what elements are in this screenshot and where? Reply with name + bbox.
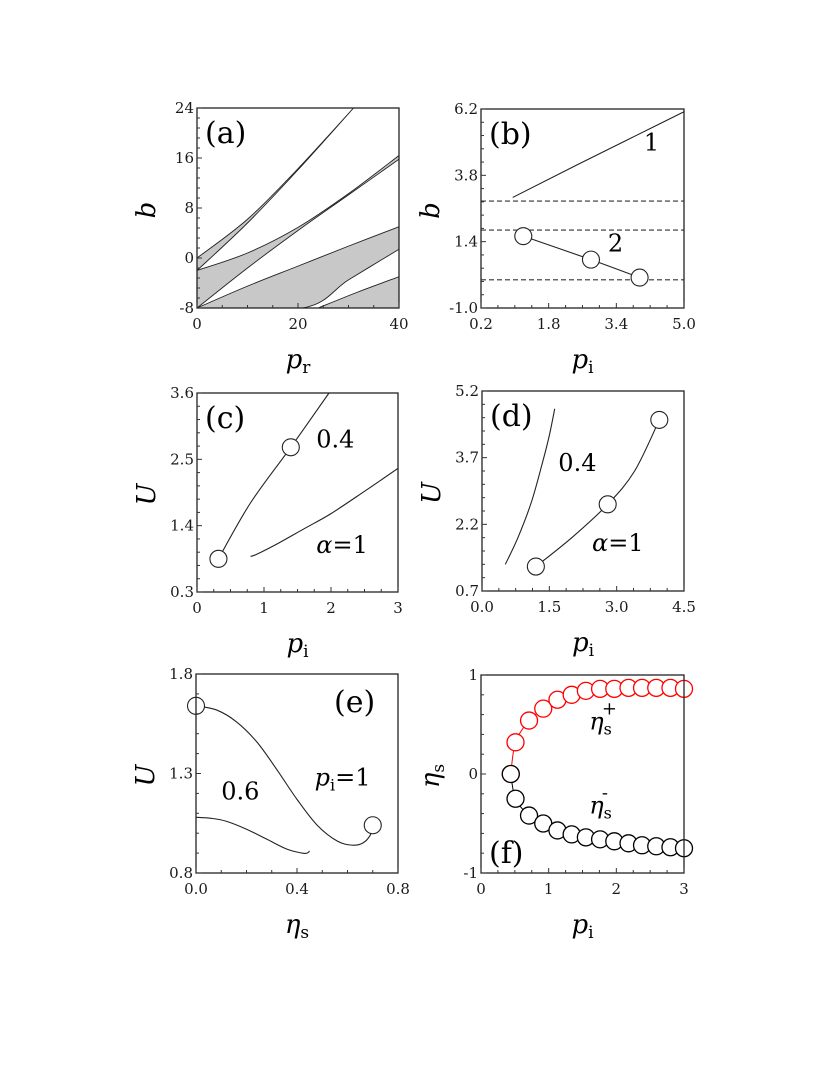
x-tick-label: 4.5 <box>672 598 696 616</box>
x-tick-label: 0 <box>192 315 202 333</box>
panel-c <box>132 384 403 662</box>
axis-label: pi <box>286 629 309 662</box>
x-tick-label: 2 <box>326 599 336 617</box>
x-tick-label: 0.8 <box>386 880 410 898</box>
x-tick-label: 40 <box>389 315 409 333</box>
y-tick-label: 1.4 <box>454 232 478 251</box>
y-tick-label: 1.4 <box>170 516 194 535</box>
y-tick-label: 16 <box>174 149 194 167</box>
x-tick-label: 3 <box>679 880 689 898</box>
y-tick-label: 2.2 <box>455 515 479 534</box>
axis-label: U <box>417 482 447 504</box>
y-tick-label: 8 <box>184 199 194 217</box>
plot-area <box>218 393 398 559</box>
x-tick-label: 3.4 <box>604 315 629 333</box>
curve-annotation: 2 <box>607 229 624 258</box>
y-tick-label: 0 <box>468 765 478 783</box>
curve-annotation: 1 <box>643 128 660 157</box>
x-tick-label: 1 <box>259 599 269 617</box>
x-tick-label: 0.0 <box>184 880 208 898</box>
y-tick-label: 1.8 <box>169 665 193 683</box>
axis-label: b <box>416 202 446 219</box>
data-point-marker <box>631 269 648 286</box>
x-tick-label: 2 <box>611 880 622 898</box>
data-point-marker <box>210 550 227 567</box>
series-curve <box>196 817 310 853</box>
data-point-marker <box>582 251 599 268</box>
y-tick-label: -8 <box>179 299 194 317</box>
x-tick-label: 0 <box>476 880 486 898</box>
panel-b <box>416 100 696 378</box>
data-point-marker <box>507 734 524 751</box>
data-point-marker <box>515 228 532 245</box>
axis-label: pi <box>571 345 594 378</box>
y-tick-label: -1 <box>463 864 478 882</box>
curve-annotation: α=1 <box>591 529 644 557</box>
panel-d <box>417 382 696 661</box>
data-point-marker <box>651 411 668 428</box>
y-tick-label: 0 <box>184 249 194 267</box>
y-tick-label: 0.8 <box>169 864 193 882</box>
panel-label: (f) <box>489 836 524 871</box>
x-tick-label: 1 <box>543 880 554 898</box>
panel-label: (c) <box>205 401 246 436</box>
panel-label: (b) <box>489 117 532 152</box>
axis-label: ηs <box>284 910 310 943</box>
axis-label: U <box>132 483 162 506</box>
data-point-marker <box>521 712 538 729</box>
y-tick-label: 3.8 <box>454 166 478 185</box>
y-tick-label: 0.7 <box>455 582 479 600</box>
y-tick-label: 5.2 <box>455 382 479 400</box>
x-tick-label: 1.5 <box>537 598 562 616</box>
curve-annotation: $\eta_s-$ <box>589 782 612 823</box>
data-point-marker <box>502 766 519 783</box>
panel-f <box>416 666 693 943</box>
x-tick-label: 3 <box>393 599 403 617</box>
data-point-marker <box>599 496 616 513</box>
data-point-marker <box>507 790 524 807</box>
axis-label: ηs <box>416 763 449 789</box>
x-tick-label: 3.0 <box>604 598 629 616</box>
axis-label: pi <box>571 910 594 943</box>
panel-label: (a) <box>205 116 247 151</box>
curve-annotation: $p_i=1$ <box>314 763 371 795</box>
axis-label: pi <box>571 628 595 661</box>
y-tick-label: 1 <box>468 666 478 684</box>
axis-label: b <box>132 201 162 219</box>
x-tick-label: 0.0 <box>470 598 494 616</box>
axis-label: U <box>131 764 161 787</box>
y-tick-label: 1.3 <box>169 764 193 783</box>
panel-label: (d) <box>490 399 533 434</box>
y-tick-label: 6.2 <box>454 100 478 118</box>
x-tick-label: 20 <box>288 315 308 333</box>
x-tick-label: 5.0 <box>672 315 696 333</box>
curve-annotation: $\eta_s+$ <box>589 698 617 739</box>
y-tick-label: 3.6 <box>170 384 194 402</box>
y-tick-label: -1.0 <box>449 299 478 317</box>
x-tick-label: 1.8 <box>536 315 561 333</box>
y-tick-label: 2.5 <box>170 450 194 469</box>
panel-a <box>132 99 409 378</box>
x-tick-label: 0.4 <box>285 880 309 898</box>
curve-annotation: α=1 <box>316 530 368 559</box>
panel-e <box>131 665 410 943</box>
data-point-marker <box>527 558 544 575</box>
axis-label: pr <box>285 345 311 378</box>
curve-annotation: 0.4 <box>316 425 355 454</box>
x-tick-label: 0 <box>192 599 202 617</box>
curve-annotation: 0.6 <box>221 777 260 806</box>
y-tick-label: 24 <box>174 99 194 117</box>
y-tick-label: 3.7 <box>455 448 479 467</box>
panel-label: (e) <box>334 685 376 720</box>
data-point-marker <box>282 439 299 456</box>
data-point-marker <box>364 817 381 834</box>
y-tick-label: 0.3 <box>170 583 194 601</box>
curve-annotation: 0.4 <box>558 449 597 477</box>
x-tick-label: 0.2 <box>469 315 493 333</box>
